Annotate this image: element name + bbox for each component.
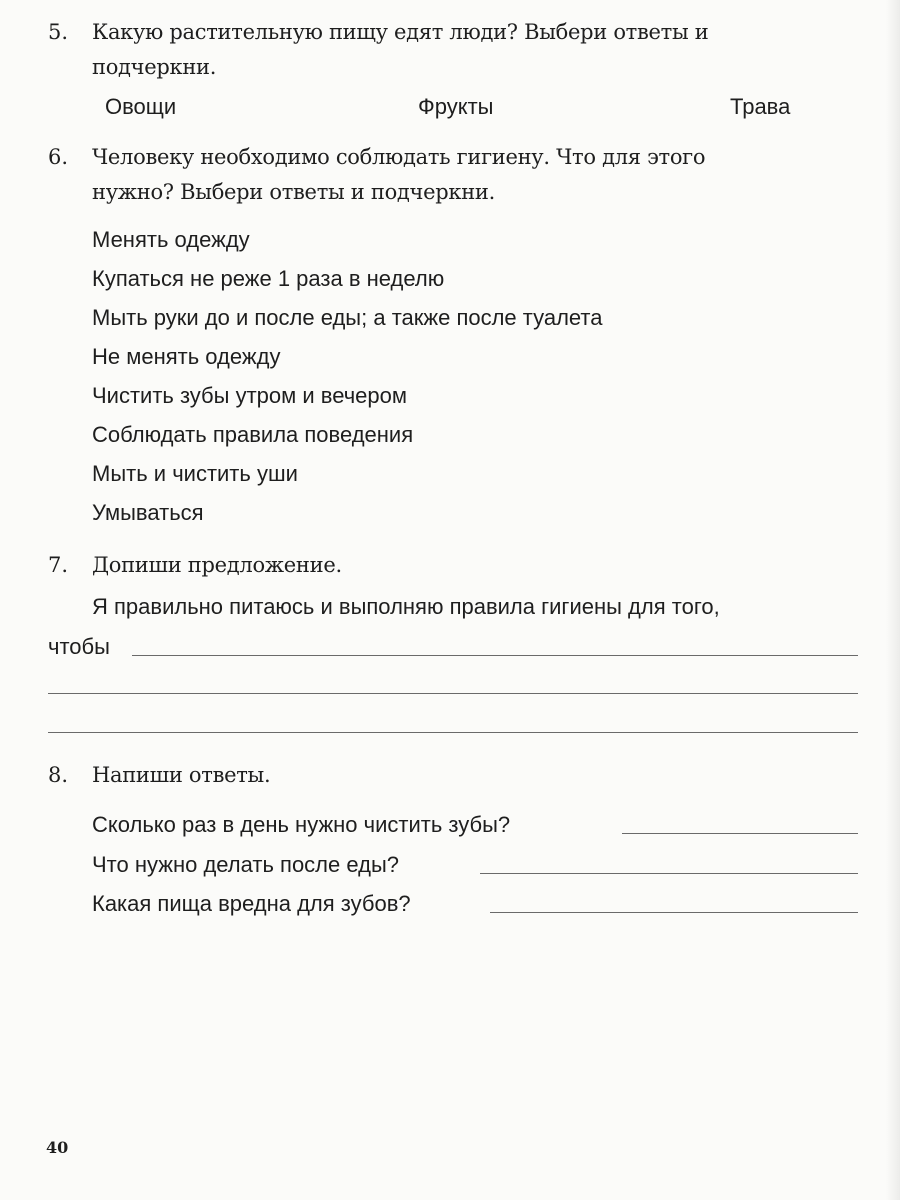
sub-question: Сколько раз в день нужно чистить зубы? [92,812,511,837]
page-edge-shadow [886,0,900,1200]
answer-option[interactable]: Трава [730,94,791,119]
answer-option[interactable]: Чистить зубы утром и вечером [92,383,408,408]
answer-option[interactable]: Мыть руки до и после еды; а также после туалета [92,305,603,330]
answer-option[interactable]: Овощи [105,94,177,119]
answer-option[interactable]: Не менять одежду [92,344,281,369]
answer-option[interactable]: Мыть и чистить уши [92,461,298,486]
question-text: Напиши ответы. [92,763,271,787]
question-text: нужно? Выбери ответы и подчеркни. [92,180,495,204]
answer-line[interactable] [622,833,858,834]
sub-question: Что нужно делать после еды? [92,852,400,877]
page-number: 40 [46,1138,69,1157]
question-text: Какую растительную пищу едят люди? Выбери ответы и [92,20,709,44]
answer-option[interactable]: Купаться не реже 1 раза в неделю [92,266,445,291]
answer-line[interactable] [48,732,858,733]
question-text: подчеркни. [92,55,217,79]
question-number: 6. [48,145,69,169]
question-number: 7. [48,553,69,577]
answer-line[interactable] [490,912,858,913]
sentence-continuation: чтобы [48,634,110,659]
answer-option[interactable]: Фрукты [418,94,494,119]
sub-question: Какая пища вредна для зубов? [92,891,411,916]
question-text: Допиши предложение. [92,553,342,577]
question-number: 5. [48,20,69,44]
answer-line[interactable] [132,655,858,656]
answer-line[interactable] [480,873,858,874]
answer-option[interactable]: Менять одежду [92,227,250,252]
answer-option[interactable]: Умываться [92,500,204,525]
question-text: Человеку необходимо соблюдать гигиену. Что для этого [92,145,706,169]
answer-option[interactable]: Соблюдать правила поведения [92,422,414,447]
question-number: 8. [48,763,69,787]
sentence-start: Я правильно питаюсь и выполняю правила гигиены для того, [92,594,720,619]
answer-line[interactable] [48,693,858,694]
